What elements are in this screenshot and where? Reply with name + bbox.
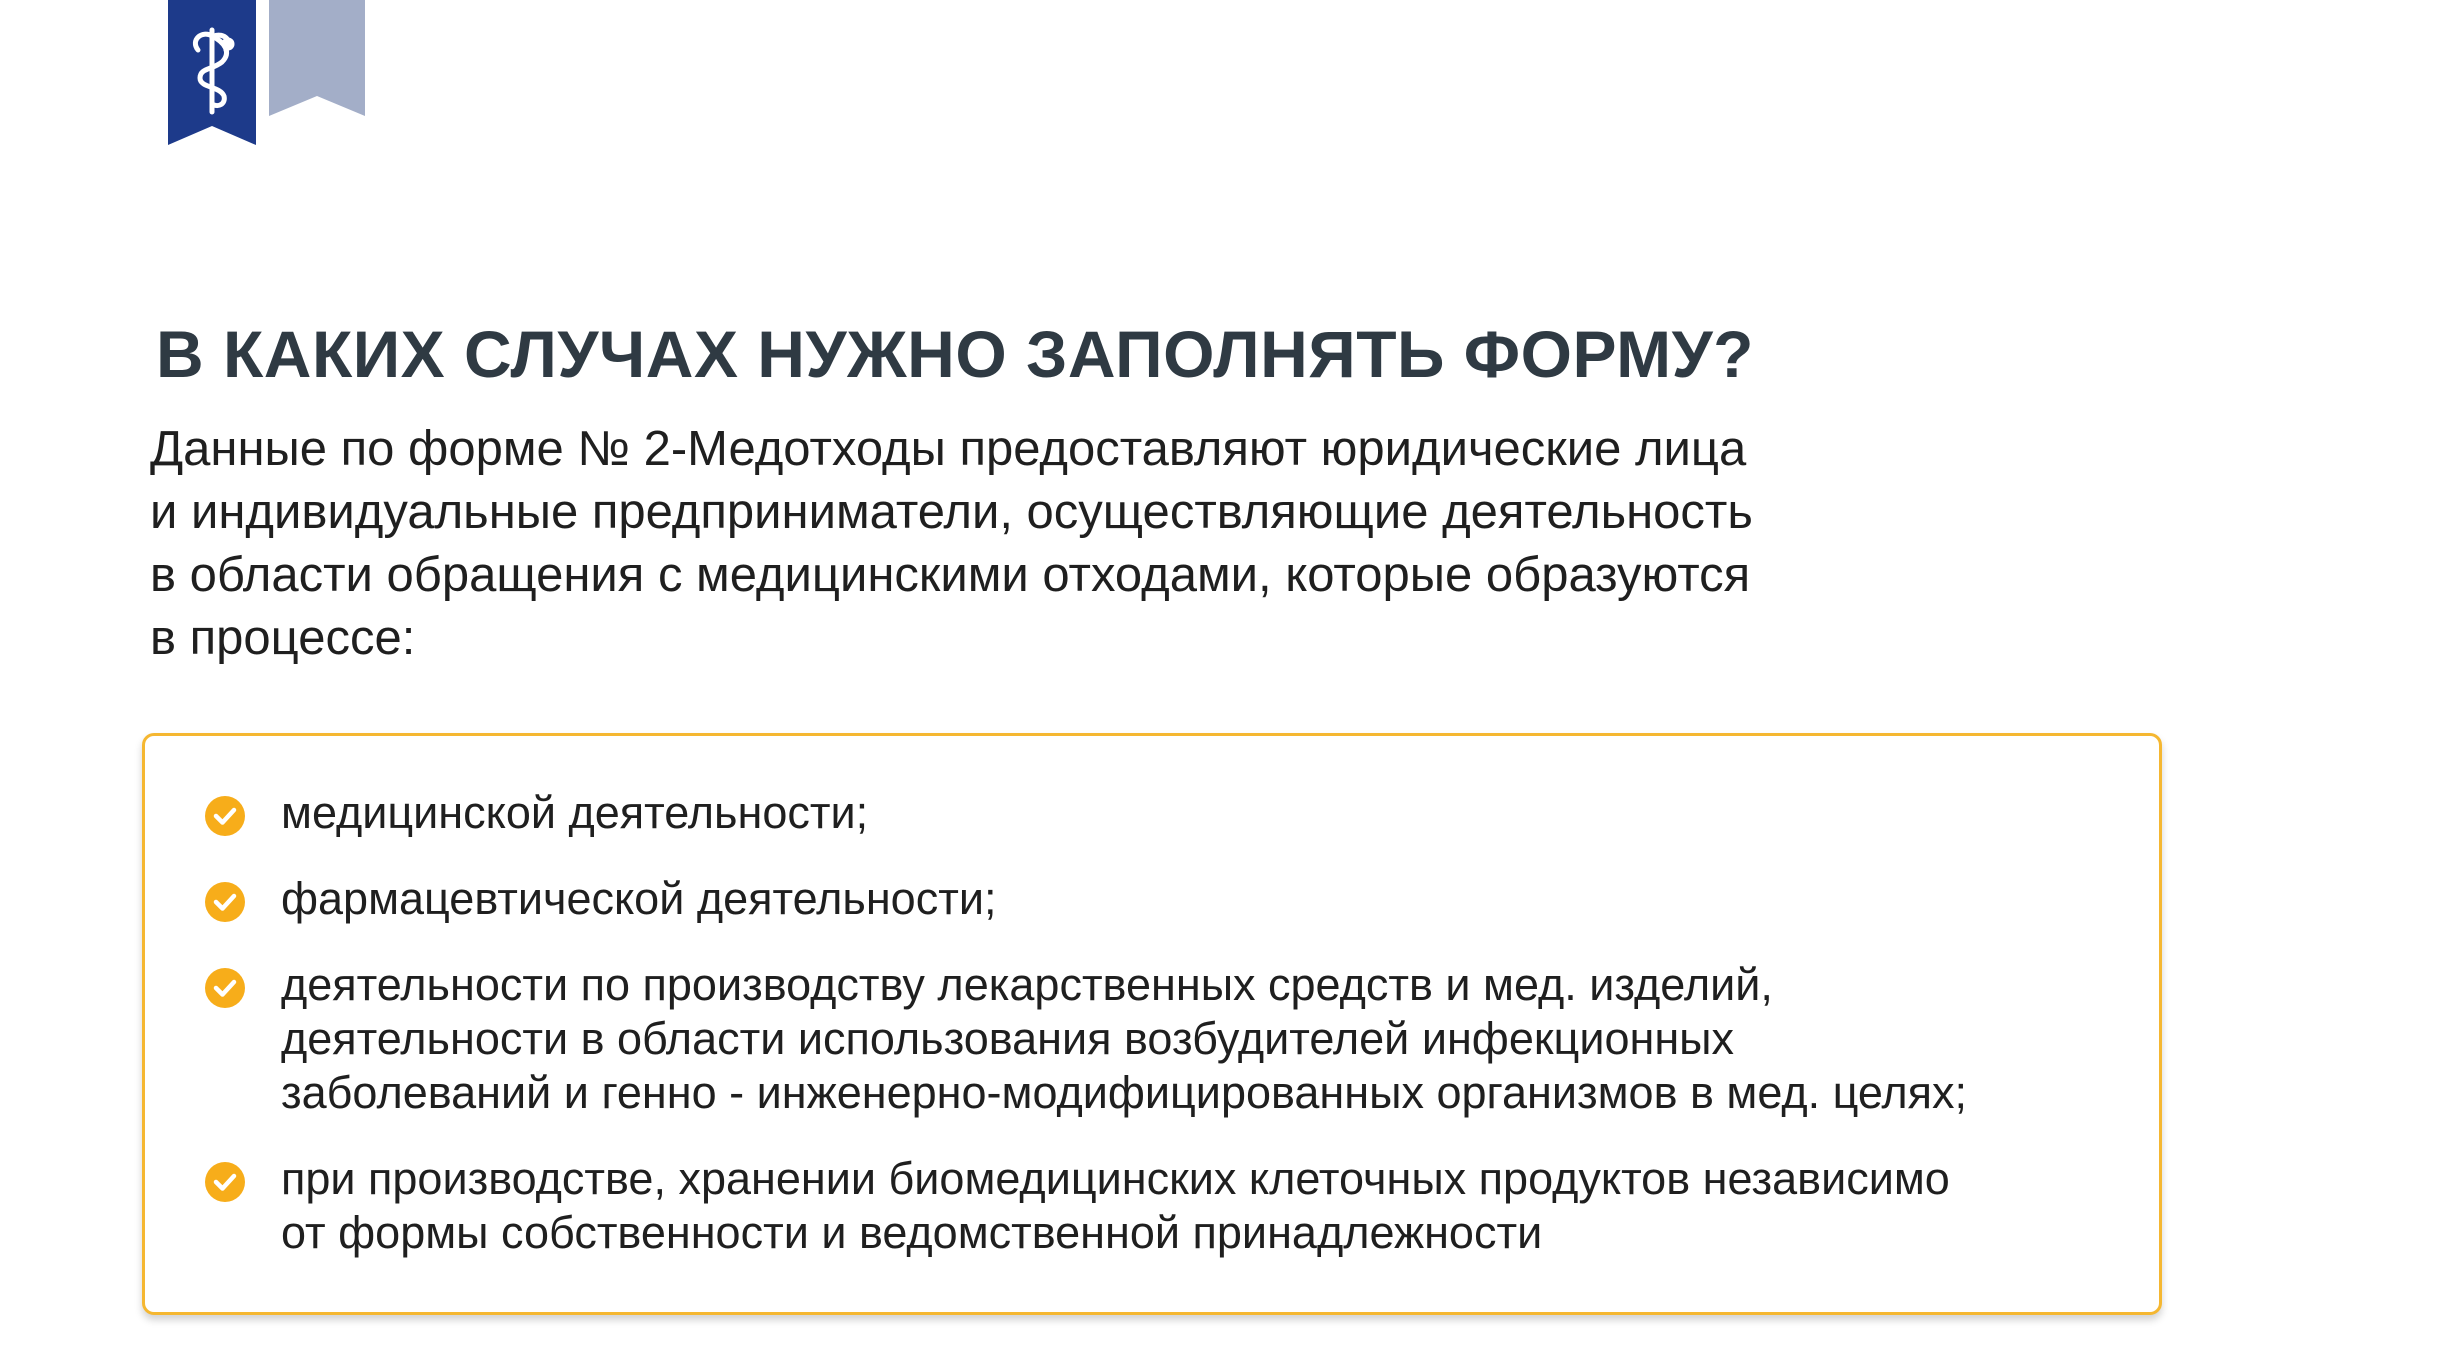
- check-circle-icon: [205, 968, 245, 1008]
- check-circle-icon: [205, 796, 245, 836]
- list-item-text: [281, 872, 2161, 926]
- page-title: В КАКИХ СЛУЧАХ НУЖНО ЗАПОЛНЯТЬ ФОРМУ?: [156, 317, 1754, 391]
- bookmark-ribbon-icon: [269, 0, 365, 116]
- intro-line: в процессе:: [150, 611, 416, 665]
- list-item-line: заболеваний и генно - инженерно-модифицированных организмов в мед. целях;: [281, 1067, 1968, 1118]
- intro-line: в области обращения с медицинскими отходами, которые образуются: [150, 548, 1751, 602]
- list-item-line: деятельности в области использования возбудителей инфекционных: [281, 1013, 1735, 1064]
- list-item-text: [281, 958, 2161, 1120]
- list-item-line: от формы собственности и ведомственной принадлежности: [281, 1207, 1543, 1258]
- list-item: [281, 1152, 2161, 1260]
- check-circle-icon: [205, 1162, 245, 1202]
- list-item-line: при производстве, хранении биомедицинских клеточных продуктов независимо: [281, 1153, 1950, 1204]
- intro-paragraph: [150, 418, 2050, 670]
- list-item: [281, 872, 2161, 926]
- list-item-line: деятельности по производству лекарственных средств и мед. изделий,: [281, 959, 1773, 1010]
- list-item: [281, 786, 2161, 840]
- list-item-line: медицинской деятельности;: [281, 787, 869, 838]
- intro-line: Данные по форме № 2-Медотходы предоставляют юридические лица: [150, 422, 1747, 476]
- list-item-text: [281, 1152, 2161, 1260]
- intro-line: и индивидуальные предприниматели, осуществляющие деятельность: [150, 485, 1753, 539]
- activities-card: [142, 733, 2162, 1315]
- caduceus-shield-icon: [168, 0, 256, 145]
- list-item-line: фармацевтической деятельности;: [281, 873, 997, 924]
- list-item: [281, 958, 2161, 1120]
- list-item-text: [281, 786, 2161, 840]
- check-circle-icon: [205, 882, 245, 922]
